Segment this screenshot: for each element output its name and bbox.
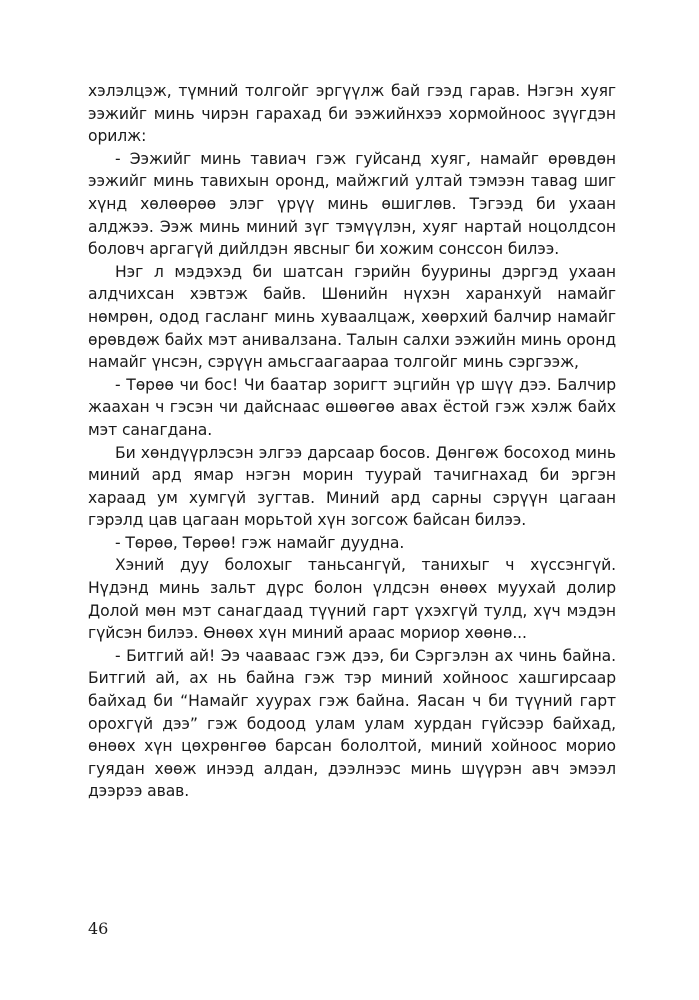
page-body: [88, 80, 616, 803]
page-number: 46: [88, 919, 109, 938]
paragraph-6: - Төрөө, Төрөө! гэж намайг дуудна.: [115, 533, 405, 552]
paragraph-4: - Төрөө чи бос! Чи баатар зоригт эцгийн үр шүү дээ. Балчир жаахан ч гэсэн чи дайснаас өшөөгөө авах ёстой гэж хэлж байх мэт санагдана.: [88, 375, 616, 439]
paragraph-7: Хэний дуу болохыг таньсангүй, танихыг ч хүссэнгүй. Нүдэнд минь зальт дүрс болон үлдсэн өнөөх муухай долир Долой мөн мэт санагдаад түүний гарт үхэхгүй тулд, хүч мэдэн гүйсэн билээ. Өнөөх хүн миний араас мориор хөөнө...: [88, 556, 616, 643]
paragraph-3: Нэг л мэдэхэд би шатсан гэрийн буурины дэргэд ухаан алдчихсан хэвтэж байв. Шөнийн нүхэн харанхуй намайг нөмрөн, одод гасланг минь хуваалцаж, хөөрхий балчир намайг өрөвдөж байх мэт анивалзана. Талын салхи ээжийн минь оронд намайг үнсэн, сэрүүн амьсгаагаараа толгойг минь сэргээж,: [88, 262, 616, 372]
paragraph-1: хэлэлцэж, түмний толгойг эргүүлж бай гээд гарав. Нэгэн хуяг ээжийг минь чирэн гарахад би ээжийнхээ хормойноос зүүгдэн орилж:: [88, 82, 616, 146]
paragraph-2: - Ээжийг минь тавиач гэж гуйсанд хуяг, намайг өрөвдөн ээжийг минь тавихын оронд, майжгий ултай тэмээн тавag шиг хүнд хөлөөрөө элэг үрүү минь өшиглөв. Тэгээд би ухаан алджээ. Ээж минь миний зүг тэмүүлэн, хуяг нартай ноцолдсон боловч аргагүй дийлдэн явсныг би хожим сонссон билээ.: [88, 149, 616, 259]
paragraph-5: Би хөндүүрлэсэн элгээ дарсаар босов. Дөнгөж босоход минь миний ард ямар нэгэн морин туурай тачигнахад би эргэн хараад ум хумгүй зугтав. Миний ард сарны сэрүүн цагаан гэрэлд цав цагаан морьтой хүн зогсож байсан билээ.: [88, 443, 616, 530]
paragraph-8: - Битгий ай! Ээ чаавaас гэж дээ, би Сэргэлэн ах чинь байна. Битгий ай, ах нь байна гэж тэр миний хойноос хашгирсаар байхад би “Намайг хуурах гэж байна. Яасан ч би түүний гарт орохгүй дээ” гэж бодоод улам улам хурдан гүйсээр байхад, өнөөх хүн цөхрөнгөө барсан бололтой, миний хойноос морио гуядан хөөж инээд алдан, дээлнээс минь шүүрэн авч эмээл дээрээ авав.: [88, 646, 616, 801]
